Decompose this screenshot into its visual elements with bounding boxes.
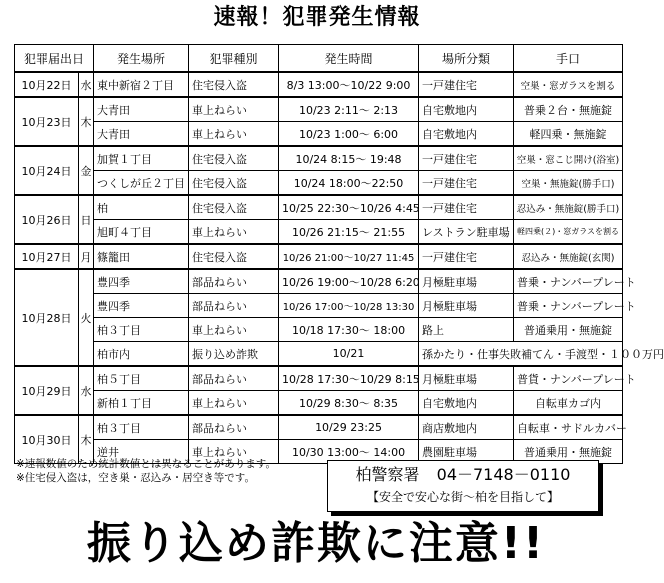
crime-place: 逆井 (94, 440, 189, 464)
report-date: 10月26日 (15, 195, 79, 244)
table-row (15, 415, 623, 440)
table-row (15, 195, 623, 220)
police-phone-number: 04－7148－0110 (436, 465, 571, 484)
crime-time: 10/21 (279, 342, 419, 367)
crime-method: 普通乗用・無施錠 (514, 440, 623, 464)
crime-method: 普乗・ナンバープレート (514, 294, 623, 318)
crime-method: 普通乗用・無施錠 (514, 318, 623, 342)
crime-method: 普乗２台・無施錠 (514, 97, 623, 122)
table-row (15, 146, 623, 171)
report-date: 10月23日 (15, 97, 79, 146)
place-category: 自宅敷地内 (419, 97, 514, 122)
table-row (15, 366, 623, 391)
table-row (15, 122, 623, 147)
crime-method: 空巣・無施錠(勝手口) (514, 171, 623, 196)
crime-type: 振り込め詐欺 (189, 342, 279, 367)
crime-type: 住宅侵入盗 (189, 72, 279, 97)
crime-type: 住宅侵入盗 (189, 244, 279, 269)
crime-place: 東中新宿２丁目 (94, 72, 189, 97)
table-row (15, 220, 623, 245)
crime-method: 普貨・ナンバープレート (514, 366, 623, 391)
table-row (15, 269, 623, 294)
place-category: 商店敷地内 (419, 415, 514, 440)
crime-table (14, 44, 664, 464)
crime-type: 部品ねらい (189, 415, 279, 440)
place-category: 自宅敷地内 (419, 391, 514, 416)
header-category: 場所分類 (419, 45, 514, 73)
crime-note: 孫かたり・仕事失敗補てん・手渡型・１００万円 (419, 342, 623, 367)
place-category: 一戸建住宅 (419, 146, 514, 171)
crime-type: 車上ねらい (189, 318, 279, 342)
crime-place: 新柏１丁目 (94, 391, 189, 416)
crime-place: 豊四季 (94, 294, 189, 318)
crime-place: 加賀１丁目 (94, 146, 189, 171)
crime-time: 8/3 13:00～10/22 9:00 (279, 72, 419, 97)
report-weekday: 日 (79, 195, 94, 244)
crime-type: 部品ねらい (189, 294, 279, 318)
crime-method: 空巣・窓こじ開け(浴室) (514, 146, 623, 171)
fraud-warning-banner: 振り込め詐欺に注意!! (86, 518, 546, 569)
table-row (15, 342, 623, 367)
crime-place: 旭町４丁目 (94, 220, 189, 245)
report-weekday: 月 (79, 244, 94, 269)
crime-time: 10/28 17:30～10/29 8:15 (279, 366, 419, 391)
crime-place: 大青田 (94, 122, 189, 147)
crime-place: 柏３丁目 (94, 318, 189, 342)
table-row (15, 244, 623, 269)
crime-type: 住宅侵入盗 (189, 195, 279, 220)
crime-place: 大青田 (94, 97, 189, 122)
crime-place: 柏 (94, 195, 189, 220)
crime-type: 車上ねらい (189, 97, 279, 122)
crime-time: 10/29 8:30～ 8:35 (279, 391, 419, 416)
place-category: 月極駐車場 (419, 366, 514, 391)
crime-method: 忍込み・無施錠(勝手口) (514, 195, 623, 220)
crime-place: つくしが丘２丁目 (94, 171, 189, 196)
crime-place: 柏３丁目 (94, 415, 189, 440)
crime-method: 忍込み・無施錠(玄関) (514, 244, 623, 269)
footnote-statistics: ※速報数値のため統計数値とは異なることがあります。 (16, 458, 276, 470)
place-category: 一戸建住宅 (419, 72, 514, 97)
page-title: 速報！犯罪発生情報 (213, 5, 421, 30)
crime-method: 軽四乗(２)・窓ガラスを割る (514, 220, 623, 245)
crime-type: 車上ねらい (189, 220, 279, 245)
crime-time: 10/23 2:11～ 2:13 (279, 97, 419, 122)
report-date: 10月27日 (15, 244, 79, 269)
place-category: 一戸建住宅 (419, 171, 514, 196)
place-category: 農園駐車場 (419, 440, 514, 464)
police-contact-box (327, 460, 599, 512)
crime-time: 10/26 21:15～ 21:55 (279, 220, 419, 245)
header-date: 犯罪届出日 (15, 45, 94, 73)
crime-time: 10/26 17:00～10/28 13:30 (279, 294, 419, 318)
report-weekday: 水 (79, 72, 94, 97)
report-date: 10月28日 (15, 269, 79, 366)
police-motto: 【安全で安心な街～柏を目指して】 (366, 490, 559, 504)
crime-time: 10/30 13:00～ 14:00 (279, 440, 419, 464)
report-date: 10月22日 (15, 72, 79, 97)
crime-method: 軽四乗・無施錠 (514, 122, 623, 147)
table-header-row (15, 45, 623, 73)
crime-type: 住宅侵入盗 (189, 146, 279, 171)
crime-method: 普乗・ナンバープレート (514, 269, 623, 294)
footnote-burglary: ※住宅侵入盗は，空き巣・忍込み・居空き等です。 (16, 472, 255, 484)
crime-time: 10/18 17:30～ 18:00 (279, 318, 419, 342)
crime-place: 篠籠田 (94, 244, 189, 269)
report-weekday: 木 (79, 415, 94, 464)
place-category: レストラン駐車場 (419, 220, 514, 245)
crime-type: 部品ねらい (189, 269, 279, 294)
crime-method: 自転車・サドルカバー (514, 415, 623, 440)
crime-type: 部品ねらい (189, 366, 279, 391)
crime-time: 10/24 18:00～22:50 (279, 171, 419, 196)
report-weekday: 火 (79, 269, 94, 366)
report-date: 10月29日 (15, 366, 79, 415)
crime-place: 豊四季 (94, 269, 189, 294)
police-station-name: 柏警察署 (355, 465, 420, 484)
report-date: 10月30日 (15, 415, 79, 464)
crime-type: 車上ねらい (189, 391, 279, 416)
header-place: 発生場所 (94, 45, 189, 73)
crime-type: 住宅侵入盗 (189, 171, 279, 196)
place-category: 自宅敷地内 (419, 122, 514, 147)
header-time: 発生時間 (279, 45, 419, 73)
place-category: 一戸建住宅 (419, 244, 514, 269)
table-row (15, 391, 623, 416)
crime-type: 車上ねらい (189, 122, 279, 147)
report-weekday: 水 (79, 366, 94, 415)
crime-time: 10/23 1:00～ 6:00 (279, 122, 419, 147)
table-row (15, 97, 623, 122)
crime-time: 10/26 19:00～10/28 6:20 (279, 269, 419, 294)
crime-type: 車上ねらい (189, 440, 279, 464)
table-row (15, 72, 623, 97)
police-phone-line (328, 465, 598, 485)
crime-method: 自転車カゴ内 (514, 391, 623, 416)
report-weekday: 金 (79, 146, 94, 195)
place-category: 月極駐車場 (419, 294, 514, 318)
crime-time: 10/26 21:00～10/27 11:45 (279, 244, 419, 269)
report-weekday: 木 (79, 97, 94, 146)
place-category: 一戸建住宅 (419, 195, 514, 220)
table-row (15, 318, 623, 342)
crime-time: 10/24 8:15～ 19:48 (279, 146, 419, 171)
header-type: 犯罪種別 (189, 45, 279, 73)
place-category: 月極駐車場 (419, 269, 514, 294)
table-row (15, 294, 623, 318)
place-category: 路上 (419, 318, 514, 342)
crime-time: 10/25 22:30～10/26 4:45 (279, 195, 419, 220)
crime-place: 柏５丁目 (94, 366, 189, 391)
crime-place: 柏市内 (94, 342, 189, 367)
report-date: 10月24日 (15, 146, 79, 195)
table-row (15, 171, 623, 196)
crime-method: 空巣・窓ガラスを割る (514, 72, 623, 97)
header-method: 手口 (514, 45, 623, 73)
crime-time: 10/29 23:25 (279, 415, 419, 440)
